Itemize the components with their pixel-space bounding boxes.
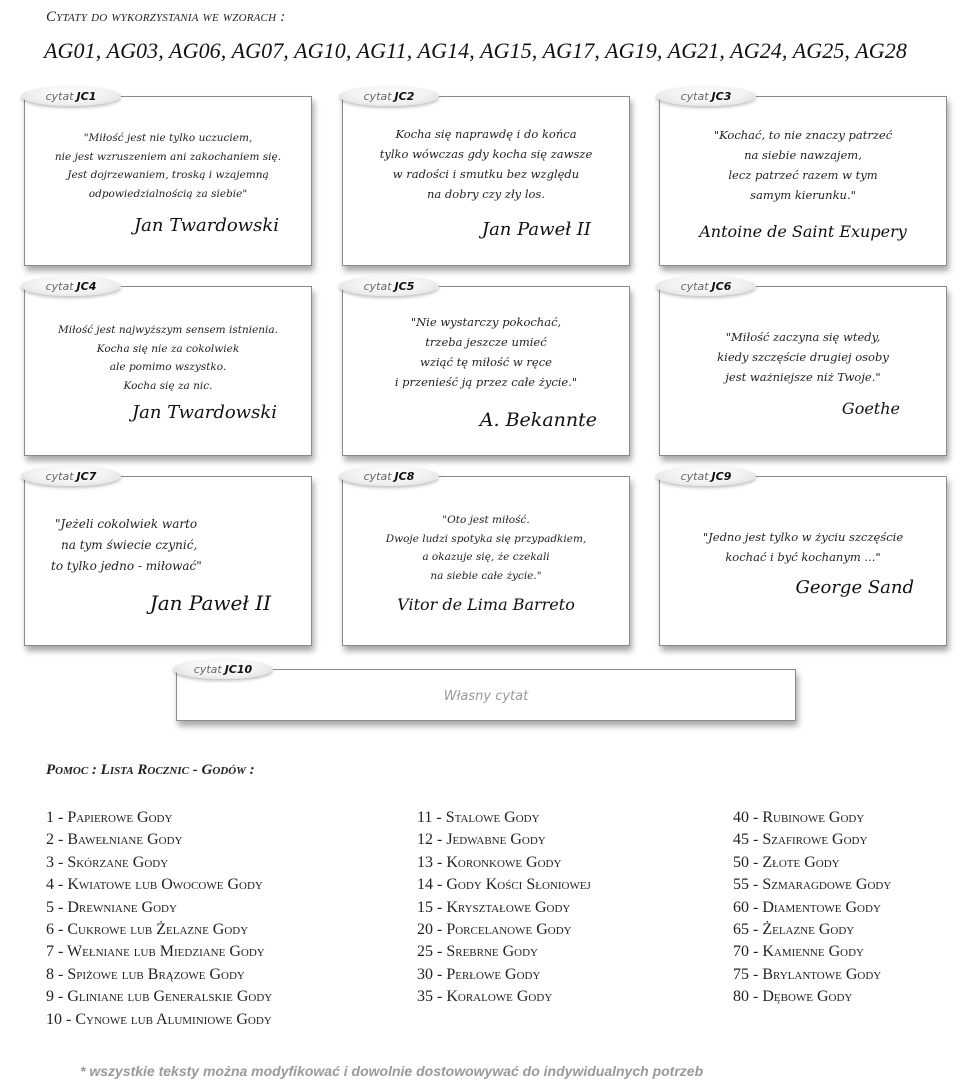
quote-text (660, 125, 946, 205)
quote-line: wziąć tę miłość w ręce (420, 355, 552, 369)
anniversary-item: 1 - Papierowe Gody (46, 809, 173, 826)
card-tab (21, 276, 121, 296)
tab-code: JC5 (394, 279, 415, 293)
tab-prefix: cytat (193, 662, 222, 676)
anniversary-item: 7 - Wełniane lub Miedziane Gody (46, 943, 265, 961)
quote-line: na tym świecie czynić, (61, 538, 198, 552)
quote-text (51, 514, 202, 577)
card-tab (339, 466, 439, 486)
anniversary-item: 2 - Bawełniane Gody (46, 831, 183, 849)
quote-line: "Jedno jest tylko w życiu szczęście (702, 530, 904, 544)
anniversary-item: 75 - Brylantowe Gody (733, 965, 882, 983)
tab-prefix: cytat (363, 279, 392, 293)
tab-prefix: cytat (680, 279, 709, 293)
quote-line: "Miłość zaczyna się wtedy, (725, 330, 881, 344)
tab-prefix: cytat (45, 279, 74, 293)
quote-line: trzeba jeszcze umieć (425, 335, 547, 349)
anniversary-item: 3 - Skórzane Gody (46, 853, 169, 871)
quote-card-jc3[interactable] (659, 89, 947, 266)
quote-text (25, 321, 311, 395)
anniversary-item: 70 - Kamienne Gody (733, 943, 864, 961)
help-title: Pomoc : Lista Rocznic - Godów : (46, 762, 255, 778)
card-tab (173, 659, 273, 679)
anniversary-item: 11 - Stalowe Gody (417, 809, 540, 826)
quote-card-jc6[interactable] (659, 279, 947, 456)
quote-text (660, 527, 946, 567)
quote-line: a okazuje się, że czekali (422, 551, 550, 563)
card-tab (21, 86, 121, 106)
quote-text (660, 327, 946, 387)
tab-prefix: cytat (680, 89, 709, 103)
card-tab (339, 86, 439, 106)
quote-text (343, 312, 629, 392)
quote-author: Jan Paweł II (481, 219, 591, 240)
quote-line: w radości i smutku bez względu (392, 167, 580, 181)
quote-line: nie jest wzruszeniem ani zakochaniem się. (54, 150, 282, 163)
quote-line: Dwoje ludzi spotyka się przypadkiem, (385, 532, 587, 545)
tab-code: JC2 (394, 89, 415, 103)
custom-quote-card-jc10[interactable] (176, 662, 796, 721)
quote-line: i przenieść ją przez całe życie." (394, 375, 578, 389)
quote-line: "Jeżeli cokolwiek warto (55, 517, 198, 531)
quote-line: "Miłość jest nie tylko uczuciem, (83, 132, 253, 144)
quote-text (343, 511, 629, 585)
anniversary-item: 6 - Cukrowe lub Żelazne Gody (46, 921, 249, 939)
quote-line: "Kochać, to nie znaczy patrzeć (713, 128, 893, 142)
card-tab (21, 466, 121, 486)
quote-line: na siebie nawzajem, (744, 148, 862, 162)
anniversary-item: 80 - Dębowe Gody (733, 988, 853, 1006)
quote-line: samym kierunku." (750, 188, 856, 202)
quote-author: Goethe (841, 399, 900, 418)
anniversary-item: 50 - Złote Gody (733, 853, 840, 871)
tab-prefix: cytat (45, 469, 74, 483)
tab-code: JC3 (711, 89, 732, 103)
quote-author: Jan Paweł II (149, 591, 271, 615)
quote-line: kiedy szczęście drugiej osoby (717, 350, 889, 364)
anniversary-item: 60 - Diamentowe Gody (733, 898, 881, 916)
tab-prefix: cytat (680, 469, 709, 483)
anniversary-item: 14 - Gody Kości Słoniowej (417, 876, 591, 894)
quote-line: na siebie całe życie." (430, 569, 542, 582)
anniversary-item: 55 - Szmaragdowe Gody (733, 876, 892, 894)
quote-line: na dobry czy zły los. (427, 187, 545, 201)
quote-card-jc7[interactable] (24, 469, 312, 646)
anniversary-item: 13 - Koronkowe Gody (417, 853, 562, 871)
quote-author: A. Bekannte (479, 409, 597, 431)
quote-line: lecz patrzeć razem w tym (728, 168, 878, 182)
quote-card-jc5[interactable] (342, 279, 630, 456)
anniversary-item: 20 - Porcelanowe Gody (417, 921, 572, 939)
anniversary-item: 65 - Żelazne Gody (733, 921, 855, 939)
quote-author: Jan Twardowski (131, 402, 277, 423)
quote-line: Kocha się naprawdę i do końca (395, 127, 577, 141)
anniversary-item: 15 - Kryształowe Gody (417, 898, 571, 916)
quote-author: George Sand (795, 577, 914, 598)
tab-code: JC10 (224, 662, 253, 676)
anniversary-item: 35 - Koralowe Gody (417, 988, 553, 1006)
card-tab (656, 276, 756, 296)
quote-author: Jan Twardowski (133, 215, 279, 236)
quote-line: ale pomimo wszystko. (109, 361, 227, 373)
tab-code: JC9 (711, 469, 732, 483)
quote-card-jc9[interactable] (659, 469, 947, 646)
card-tab (656, 466, 756, 486)
quote-card-jc4[interactable] (24, 279, 312, 456)
quote-text (25, 129, 311, 203)
quote-line: Kocha się za nic. (123, 379, 213, 392)
anniversary-item: 40 - Rubinowe Gody (733, 809, 865, 826)
anniversary-column-1 (46, 807, 272, 1031)
quote-line: jest ważniejsze niż Twoje." (725, 370, 881, 384)
anniversary-item: 12 - Jedwabne Gody (417, 831, 546, 849)
quote-line: odpowiedzialnością za siebie" (88, 187, 248, 200)
tab-code: JC4 (76, 279, 97, 293)
anniversary-item: 5 - Drewniane Gody (46, 898, 177, 916)
quote-card-jc8[interactable] (342, 469, 630, 646)
anniversary-item: 45 - Szafirowe Gody (733, 831, 868, 849)
quote-line: Miłość jest najwyższym sensem istnienia. (57, 324, 278, 336)
anniversary-item: 30 - Perłowe Gody (417, 965, 541, 983)
quote-author: Antoine de Saint Exupery (699, 222, 907, 241)
anniversary-column-2 (417, 807, 591, 1009)
tab-prefix: cytat (363, 469, 392, 483)
quote-author: Vitor de Lima Barreto (397, 595, 575, 614)
anniversary-item: 10 - Cynowe lub Aluminiowe Gody (46, 1010, 272, 1028)
tab-prefix: cytat (363, 89, 392, 103)
tab-code: JC8 (394, 469, 415, 483)
tab-prefix: cytat (45, 89, 74, 103)
page-heading: Cytaty do wykorzystania we wzorach : (46, 9, 286, 25)
quote-line: to tylko jedno - miłować" (51, 559, 202, 573)
quote-line: Jest dojrzewaniem, troską i wzajemną (67, 169, 269, 181)
tab-code: JC1 (76, 89, 97, 103)
anniversary-column-3 (733, 807, 891, 1009)
anniversary-item: 4 - Kwiatowe lub Owocowe Gody (46, 876, 263, 894)
anniversary-item: 25 - Srebrne Gody (417, 943, 539, 961)
template-codes: AG01, AG03, AG06, AG07, AG10, AG11, AG14, AG15, AG17, AG19, AG21, AG24, AG25, AG28 (44, 38, 907, 63)
quote-line: kochać i być kochanym ..." (725, 550, 881, 564)
anniversary-item: 9 - Gliniane lub Generalskie Gody (46, 988, 273, 1006)
tab-code: JC6 (711, 279, 732, 293)
anniversary-item: 8 - Spiżowe lub Brązowe Gody (46, 965, 245, 983)
card-tab (656, 86, 756, 106)
quote-card-jc2[interactable] (342, 89, 630, 266)
quote-line: tylko wówczas gdy kocha się zawsze (379, 147, 593, 161)
quote-line: "Oto jest miłość. (442, 514, 530, 526)
tab-code: JC7 (76, 469, 97, 483)
card-tab (339, 276, 439, 296)
quote-text (343, 124, 629, 204)
quote-card-jc1[interactable] (24, 89, 312, 266)
quote-line: Kocha się nie za cokolwiek (96, 342, 240, 355)
custom-quote-placeholder[interactable]: Własny cytat (443, 689, 529, 704)
footnote: * wszystkie teksty można modyfikować i dowolnie dostowowywać do indywidualnych potrzeb (80, 1063, 704, 1079)
quote-line: "Nie wystarczy pokochać, (410, 315, 562, 329)
